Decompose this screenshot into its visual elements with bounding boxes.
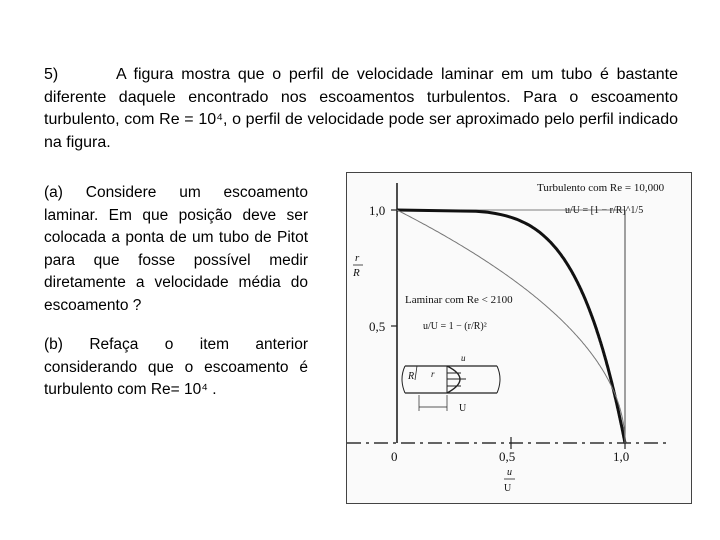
- y-axis-label: [352, 252, 363, 279]
- velocity-profile-figure: [346, 172, 692, 504]
- svg-text:U: U: [504, 483, 512, 494]
- y-tick-label-05: 0,5: [369, 319, 386, 334]
- x-tick-label-1: 1,0: [613, 449, 630, 464]
- svg-text:r: r: [355, 252, 360, 264]
- inset-R-label: R: [408, 371, 415, 382]
- inset-r-label: r: [431, 369, 435, 379]
- x-tick-label-05: 0,5: [499, 449, 516, 464]
- laminar-label: Laminar com Re < 2100: [405, 294, 513, 306]
- problem-number: 5): [44, 66, 59, 83]
- svg-text:u: u: [507, 467, 512, 478]
- velocity-profile-svg: [347, 173, 691, 503]
- inset-u-label: u: [461, 353, 466, 363]
- pipe-inset: [402, 353, 500, 414]
- y-tick-label-1: 1,0: [369, 203, 386, 218]
- question-b: (b) Refaça o item anterior considerando que o escoamento é turbulento com Re= 10⁴ .: [44, 336, 308, 398]
- laminar-formula: u/U = 1 − (r/R)²: [423, 321, 487, 332]
- x-axis-label: [504, 467, 515, 494]
- turbulent-label: Turbulento com Re = 10,000: [537, 182, 665, 194]
- problem-text: A figura mostra que o perfil de velocidade laminar em um tubo é bastante diferente daquele encontrado nos escoamentos turbulentos. Para o escoamento turbulento, com Re = 10⁴, o perfil de velocidade pode ser aproximado pelo perfil indicado na figura.: [44, 66, 678, 151]
- question-a: (a) Considere um escoamento laminar. Em que posição deve ser colocada a ponta de um tubo de Pitot para que fosse possível medir diretamente a velocidade média do escoamento ?: [44, 184, 308, 314]
- origin-label: 0: [391, 449, 398, 464]
- svg-text:R: R: [353, 267, 360, 279]
- inset-U-label: U: [459, 403, 467, 414]
- problem-statement: [44, 64, 678, 154]
- turbulent-formula: u/U = [1 − r/R]^1/5: [565, 205, 644, 216]
